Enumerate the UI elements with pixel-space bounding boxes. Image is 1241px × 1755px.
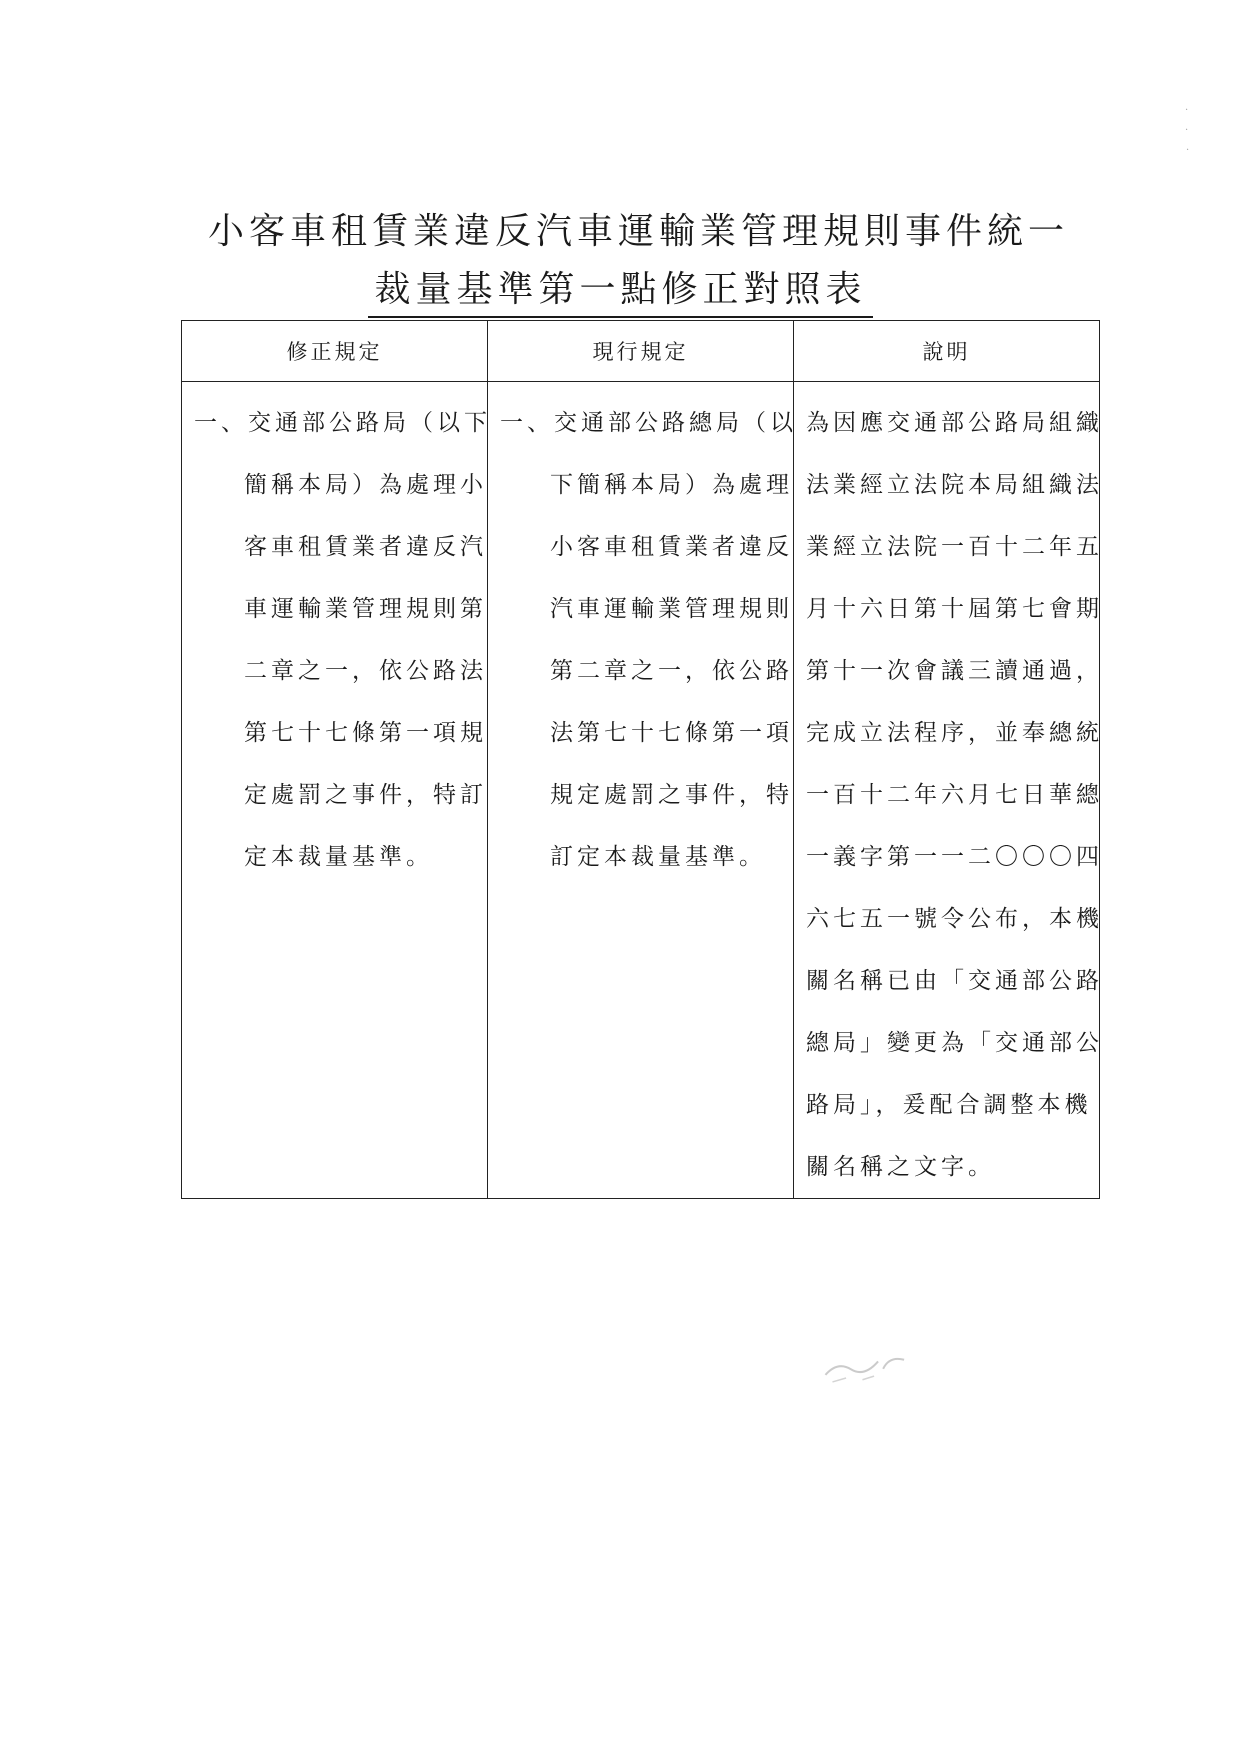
text-line: 一、交通部公路局（以下 — [194, 410, 491, 436]
smudge-graphic — [818, 1338, 932, 1393]
faint-stamp-mark — [818, 1337, 945, 1413]
text-line: 總局」變更為「交通部公 — [806, 1030, 1103, 1056]
text-line: 第十一次會議三讀通過， — [806, 658, 1103, 684]
text-line: 業經立法院一百十二年五 — [806, 534, 1103, 560]
header-current: 現行規定 — [488, 321, 794, 382]
text-line: 下簡稱本局）為處理 — [550, 472, 793, 498]
text-line: 法業經立法院本局組織法 — [806, 472, 1103, 498]
text-line: 月十六日第十屆第七會期 — [806, 596, 1103, 622]
title-line-1: 小客車租賃業違反汽車運輸業管理規則事件統一 — [207, 211, 1069, 252]
text-line: 路局」，爰配合調整本機 — [806, 1092, 1092, 1118]
text-line: 二章之一，依公路法 — [244, 658, 487, 684]
comparison-table — [181, 320, 1103, 1199]
text-line: 定本裁量基準。 — [244, 844, 433, 870]
text-line: 為因應交通部公路局組織 — [806, 410, 1103, 436]
title-line-2: 裁量基準第一點修正對照表 — [368, 264, 872, 318]
text-line: 關名稱之文字。 — [806, 1154, 995, 1180]
text-line: 車運輸業管理規則第 — [244, 596, 487, 622]
text-line: 一、交通部公路總局（以 — [500, 410, 797, 436]
header-explanation: 說明 — [794, 321, 1100, 382]
text-line: 規定處罰之事件，特 — [550, 782, 793, 808]
header-amended: 修正規定 — [182, 321, 488, 382]
text-line: 關名稱已由「交通部公路 — [806, 968, 1103, 994]
text-line: 一義字第一一二〇〇〇四 — [806, 844, 1103, 870]
text-line: 第二章之一，依公路 — [550, 658, 793, 684]
scan-dot: · — [1186, 145, 1190, 156]
text-line: 定處罰之事件，特訂 — [244, 782, 487, 808]
text-line: 小客車租賃業者違反 — [550, 534, 793, 560]
text-line: 第七十七條第一項規 — [244, 720, 487, 746]
scan-dot: · — [1185, 105, 1189, 116]
text-line: 六七五一號令公布，本機 — [806, 906, 1103, 932]
text-line: 客車租賃業者違反汽 — [244, 534, 487, 560]
scan-dot: · — [1185, 125, 1189, 136]
text-line: 一百十二年六月七日華總 — [806, 782, 1103, 808]
amended-text — [182, 382, 491, 888]
cell-explanation — [794, 382, 1103, 1199]
text-line: 簡稱本局）為處理小 — [244, 472, 487, 498]
text-line: 法第七十七條第一項 — [550, 720, 793, 746]
current-text — [488, 382, 797, 888]
document-title — [0, 206, 1241, 318]
text-line: 汽車運輸業管理規則 — [550, 596, 793, 622]
text-line: 完成立法程序，並奉總統 — [806, 720, 1103, 746]
cell-amended — [182, 382, 491, 1199]
table-header-row — [182, 321, 1100, 382]
text-line: 訂定本裁量基準。 — [550, 844, 766, 870]
explanation-text — [794, 382, 1103, 1198]
cell-current — [488, 382, 797, 1199]
table-row — [182, 382, 1100, 1199]
